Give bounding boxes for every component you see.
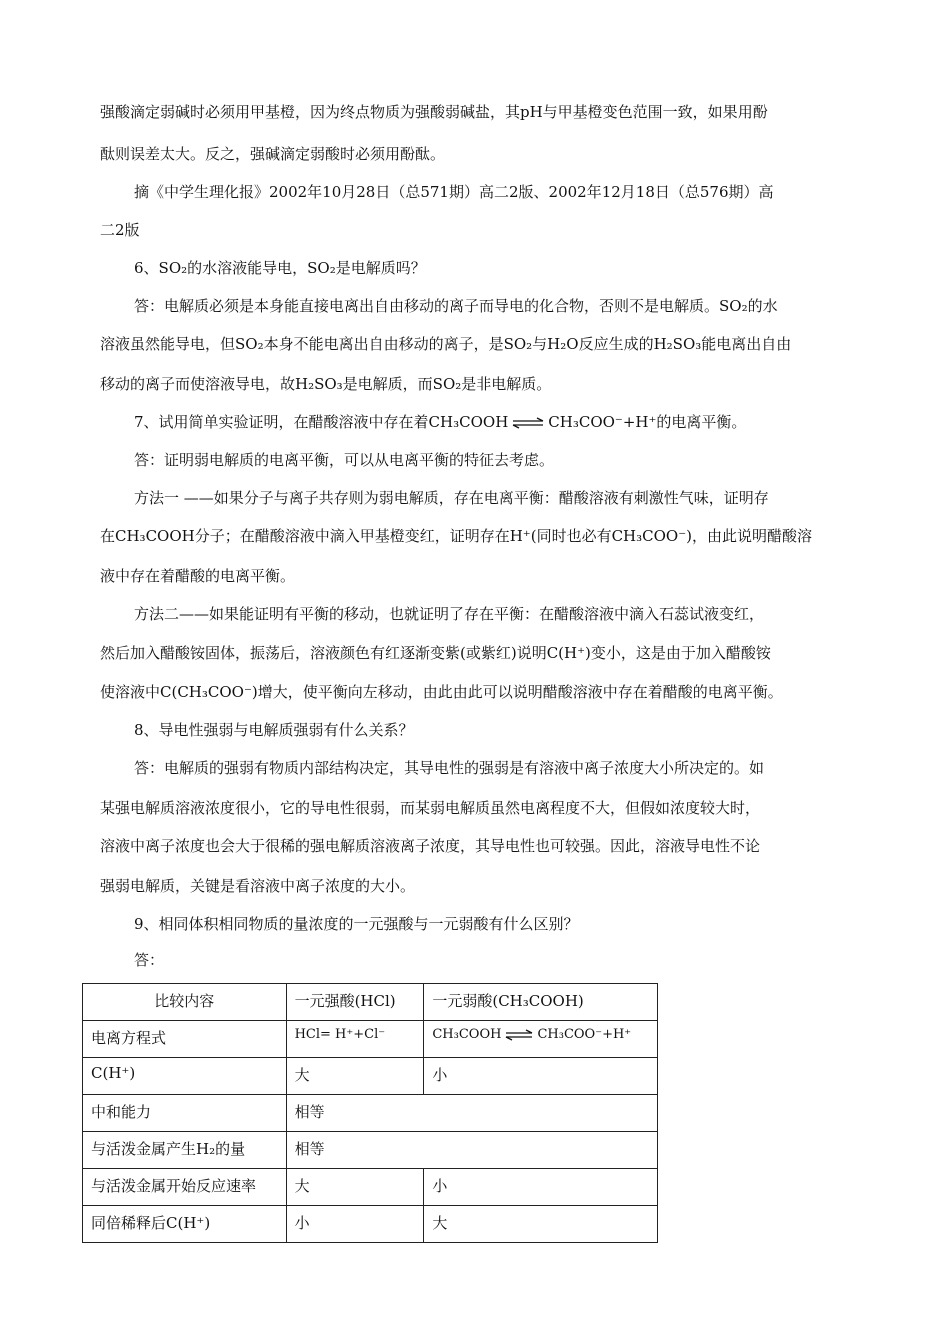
table-row-label: 与活泼金属开始反应速率 [83, 1169, 287, 1206]
answer-line: 答：电解质必须是本身能直接电离出自由移动的离子而导电的化合物，否则不是电解质。SO₂的水 [134, 297, 778, 315]
answer-line: 某强电解质溶液浓度很小，它的导电性很弱，而某弱电解质虽然电离程度不大，但假如浓度较大时， [100, 799, 761, 817]
answer-line: 答：证明弱电解质的电离平衡，可以从电离平衡的特征去考虑。 [134, 451, 555, 469]
table-cell: 小 [286, 1206, 424, 1243]
table-header-cell: 比较内容 [83, 984, 287, 1021]
method-1-line: 液中存在着醋酸的电离平衡。 [100, 567, 296, 585]
table-row [83, 1206, 658, 1243]
question-6: 6、SO₂的水溶液能导电，SO₂是电解质吗？ [134, 259, 426, 277]
table-cell [424, 1021, 658, 1058]
method-2-line: 使溶液中C(CH₃COO⁻)增大，使平衡向左移动，由此由此可以说明醋酸溶液中存在着醋酸的电离平衡。 [100, 683, 783, 701]
answer-line: 移动的离子而使溶液导电，故H₂SO₃是电解质，而SO₂是非电解质。 [100, 375, 552, 393]
equilibrium-arrow-icon [504, 1029, 534, 1041]
equation-right: CH₃COO⁻+H⁺ [537, 1027, 632, 1042]
question-7 [134, 412, 860, 432]
table-row-label: C(H⁺) [83, 1058, 287, 1095]
method-2-line: 方法二——如果能证明有平衡的移动，也就证明了存在平衡：在醋酸溶液中滴入石蕊试液变红， [134, 605, 765, 623]
table-row [83, 1169, 658, 1206]
table-cell: 大 [286, 1169, 424, 1206]
table-header-cell: 一元强酸(HCl) [286, 984, 424, 1021]
method-2-line: 然后加入醋酸铵固体，振荡后，溶液颜色有红逐渐变紫(或紫红)说明C(H⁺)变小，这是由于加入醋酸铵 [100, 644, 771, 662]
answer-line: 强弱电解质，关键是看溶液中离子浓度的大小。 [100, 877, 416, 895]
answer-line: 溶液虽然能导电，但SO₂本身不能电离出自由移动的离子，是SO₂与H₂O反应生成的H₂SO₃能电离出自由 [100, 335, 792, 353]
question-9: 9、相同体积相同物质的量浓度的一元强酸与一元弱酸有什么区别？ [134, 915, 579, 933]
equation-left: CH₃COOH [432, 1027, 502, 1042]
comparison-table [82, 983, 658, 1243]
equilibrium-arrow-icon [511, 417, 545, 429]
answer-line: 溶液中离子浓度也会大于很稀的强电解质溶液离子浓度，其导电性也可较强。因此，溶液导电性不论 [100, 837, 761, 855]
table-header-row [83, 984, 658, 1021]
question-7-text-end: CH₃COO⁻+H⁺的电离平衡。 [548, 413, 747, 431]
citation-line: 摘《中学生理化报》2002年10月28日（总571期）高二2版、2002年12月18日（总576期）高 [134, 183, 774, 201]
table-cell-merged: 相等 [286, 1132, 657, 1169]
table-row [83, 1021, 658, 1058]
table-cell: 大 [286, 1058, 424, 1095]
question-7-text: 7、试用简单实验证明，在醋酸溶液中存在着CH₃COOH [134, 413, 509, 431]
table-cell-merged: 相等 [286, 1095, 657, 1132]
table-row [83, 1095, 658, 1132]
answer-label: 答： [134, 951, 165, 969]
table-row-label: 电离方程式 [83, 1021, 287, 1058]
table-cell: 小 [424, 1169, 658, 1206]
method-1-line: 方法一 ——如果分子与离子共存则为弱电解质，存在电离平衡：醋酸溶液有刺激性气味，证明存 [134, 489, 769, 507]
method-1-line: 在CH₃COOH分子；在醋酸溶液中滴入甲基橙变红，证明存在H⁺(同时也必有CH₃COO⁻)，由此说明醋酸溶 [100, 527, 812, 545]
question-8: 8、导电性强弱与电解质强弱有什么关系？ [134, 721, 414, 739]
table-row-label: 中和能力 [83, 1095, 287, 1132]
table-cell: 大 [424, 1206, 658, 1243]
table-row [83, 1058, 658, 1095]
paragraph-line: 酞则误差太大。反之，强碱滴定弱酸时必须用酚酞。 [100, 145, 446, 163]
citation-line: 二2版 [100, 221, 140, 239]
table-row-label: 同倍稀释后C(H⁺) [83, 1206, 287, 1243]
paragraph-line: 强酸滴定弱碱时必须用甲基橙，因为终点物质为强酸弱碱盐，其pH与甲基橙变色范围一致，如果用酚 [100, 103, 768, 121]
table-cell: HCl= H⁺+Cl⁻ [286, 1021, 424, 1058]
table-row [83, 1132, 658, 1169]
table-cell: 小 [424, 1058, 658, 1095]
table-header-cell: 一元弱酸(CH₃COOH) [424, 984, 658, 1021]
table-row-label: 与活泼金属产生H₂的量 [83, 1132, 287, 1169]
answer-line: 答：电解质的强弱有物质内部结构决定，其导电性的强弱是有溶液中离子浓度大小所决定的。如 [134, 759, 765, 777]
